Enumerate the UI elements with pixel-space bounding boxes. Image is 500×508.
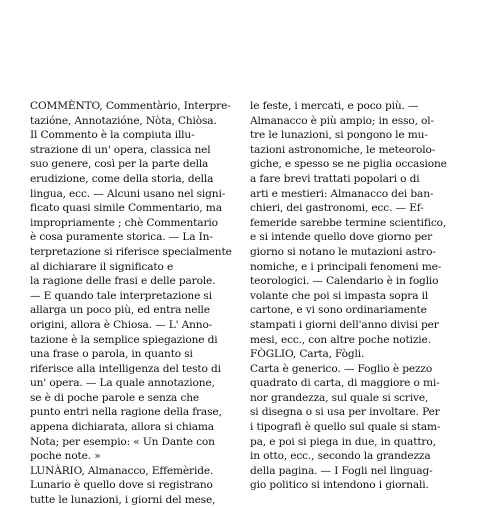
text-line: quadrato di carta, di maggiore o mi- — [250, 377, 440, 390]
text-line: della pagina. — I Fogli nel linguag- — [250, 464, 433, 477]
text-line: strazione di un' opera, classica nel — [30, 143, 211, 156]
text-line: la ragione delle frasi e delle parole. — [30, 275, 216, 288]
text-line: origini, allora è Chiosa. — L' Anno- — [30, 318, 213, 331]
text-line: femeride sarebbe termine scientifico, — [250, 216, 447, 229]
text-line: suo genere, così per la parte della — [30, 158, 209, 171]
text-line: — E quando tale interpretazione si — [30, 289, 212, 302]
right-column — [250, 99, 478, 493]
text-line: giche, e spesso se ne piglia occasione — [250, 158, 447, 171]
text-line: chieri, dei gastronomi, ecc. — Ef- — [250, 202, 424, 215]
text-line: pa, e poi si piega in due, in quattro, — [250, 435, 436, 448]
entry-heading-commento-cont: tazióne, Annotazióne, Nòta, Chiòsa. — [30, 114, 217, 127]
text-line: i tipografi è quello sul quale si stam- — [250, 421, 441, 434]
text-line: tutte le lunazioni, i giorni del mese, — [30, 494, 216, 507]
text-line: Carta è generico. — Foglio è pezzo — [250, 362, 433, 375]
text-line: appena dichiarata, allora si chiama — [30, 421, 214, 434]
text-line: volante che poi si impasta sopra il — [250, 289, 429, 302]
text-line: punto entri nella ragione della frase, — [30, 406, 222, 419]
text-line: impropriamente ; chè Commentario — [30, 216, 218, 229]
text-line: allarga un poco più, ed entra nelle — [30, 304, 210, 317]
text-line: a fare brevi trattati popolari o di — [250, 172, 420, 185]
text-line: al dichiarare il significato e — [30, 260, 174, 273]
text-line: erudizione, come della storia, della — [30, 172, 214, 185]
text-line: nor grandezza, sul quale si scrive, — [250, 391, 429, 404]
text-line: tazioni astronomiche, le meteorolo- — [250, 143, 436, 156]
text-line: teorologici. — Calendario è in foglio — [250, 275, 439, 288]
text-line: si disegna o si usa per involtare. Per — [250, 406, 440, 419]
text-line: le feste, i mercati, e poco più. — — [250, 100, 419, 112]
text-line: ficato quasi simile Commentario, ma — [30, 202, 222, 215]
text-line: tre le lunazioni, si pongono le mu- — [250, 129, 428, 142]
text-line: riferisce alla intelligenza del testo di — [30, 362, 221, 375]
text-line: arti e mestieri: Almanacco dei ban- — [250, 187, 434, 200]
text-line: un' opera. — La quale annotazione, — [30, 377, 215, 390]
text-line: è cosa puramente storica. — La In- — [30, 231, 213, 244]
text-line: gio politico si intendono i giornali. — [250, 479, 429, 492]
text-line: Lunario è quello dove si registrano — [30, 479, 213, 492]
text-line: stampati i giorni dell'anno divisi per — [250, 318, 439, 331]
text-line: tazione è la semplice spiegazione di — [30, 333, 218, 346]
entry-heading-commento: COMMÈNTO, Commentàrio, Interpre- — [30, 100, 231, 112]
text-line: lingua, ecc. — Alcuni usano nel signi- — [30, 187, 226, 200]
text-line: se è di poche parole e senza che — [30, 391, 200, 404]
text-line: e si intende quello dove giorno per — [250, 231, 433, 244]
text-line: Almanacco è più ampio; in esso, ol- — [250, 114, 434, 127]
text-line: terpretazione si riferisce specialmente — [30, 245, 232, 258]
text-line: nomiche, e i principali fenomeni me- — [250, 260, 442, 273]
text-line: giorno si notano le mutazioni astro- — [250, 245, 436, 258]
text-line: Il Commento è la compiuta illu- — [30, 129, 195, 142]
left-column — [30, 99, 248, 508]
entry-heading-lunario: LUNÀRIO, Almanacco, Effemèride. — [30, 464, 214, 477]
text-line: una frase o parola, in quanto si — [30, 348, 193, 361]
text-line: Nota; per esempio: « Un Dante con — [30, 435, 215, 448]
text-line: mesi, ecc., con altre poche notizie. — [250, 333, 431, 346]
text-line: poche note. » — [30, 450, 101, 463]
text-line: in otto, ecc., secondo la grandezza — [250, 450, 431, 463]
text-line: cartone, e vi sono ordinariamente — [250, 304, 427, 317]
entry-heading-foglio: FÒGLIO, Carta, Fògli. — [250, 348, 365, 361]
